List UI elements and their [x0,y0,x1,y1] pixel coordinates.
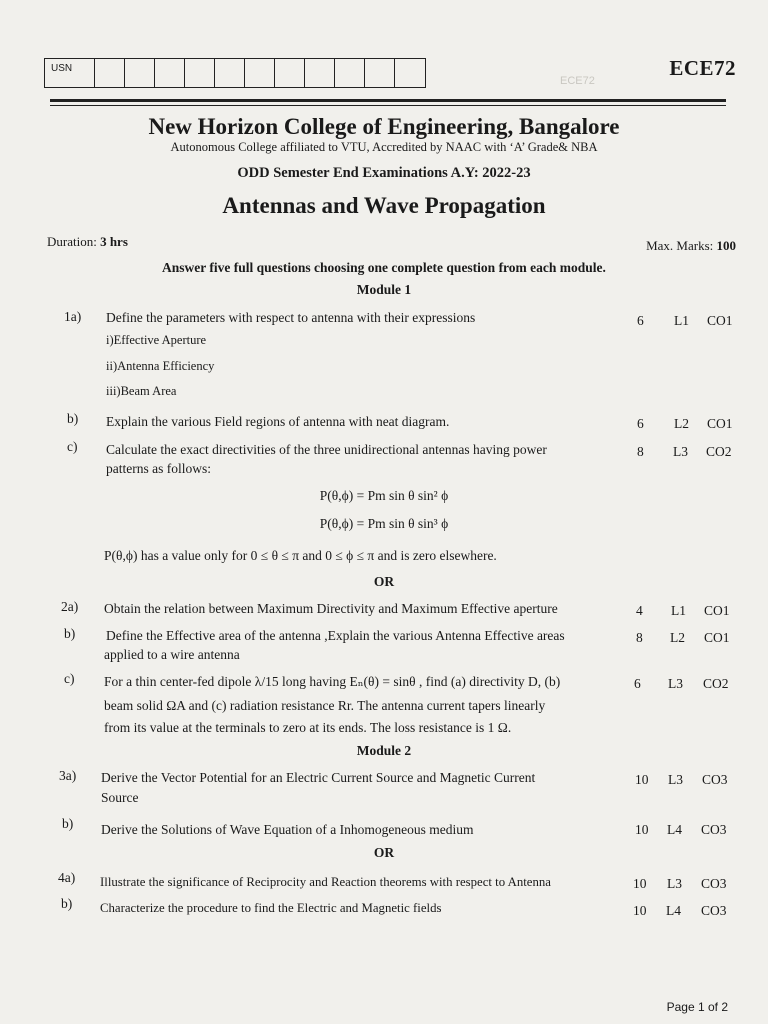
course-outcome: CO3 [701,822,727,837]
sub-item: ii)Antenna Efficiency [106,359,215,373]
usn-cell [335,59,365,87]
usn-cell [275,59,305,87]
course-outcome: CO1 [704,603,730,618]
question-text: Derive the Vector Potential for an Electric Current Source and Magnetic Current [101,770,536,785]
question-text: Define the Effective area of the antenna ,Explain the various Antenna Effective areas [106,628,565,643]
course-outcome: CO1 [704,630,730,645]
bloom-level: L3 [667,876,682,891]
course-outcome: CO1 [707,313,733,328]
equation-1: P(θ,ϕ) = Pm sin θ sin² ϕ [319,488,449,503]
bloom-level: L3 [668,772,683,787]
usn-label: USN [45,59,95,87]
course-outcome: CO3 [701,876,727,891]
exam-title: ODD Semester End Examinations A.Y: 2022-23 [237,165,531,181]
question-marks: 6 [637,313,644,328]
question-marks: 10 [633,903,647,918]
college-name: New Horizon College of Engineering, Bangalore [148,114,620,139]
course-outcome: CO1 [707,416,733,431]
question-marks: 10 [633,876,647,891]
or-divider: OR [373,574,395,589]
bleed-through-text: ECE72 [560,75,595,87]
question-text: For a thin center-fed dipole λ/15 long having Eₙ(θ) = sinθ , find (a) directivity D, (b) [104,674,561,689]
affiliation: Autonomous College affiliated to VTU, Accredited by NAAC with ‘A’ Grade& NBA [170,140,598,154]
marks-value: 100 [716,238,736,253]
usn-cell [245,59,275,87]
question-text: Define the parameters with respect to antenna with their expressions [106,310,476,325]
question-text: Characterize the procedure to find the Electric and Magnetic fields [100,901,442,915]
question-number: c) [67,439,78,454]
bloom-level: L1 [674,313,689,328]
question-note: P(θ,ϕ) has a value only for 0 ≤ θ ≤ π and 0 ≤ ϕ ≤ π and is zero elsewhere. [104,548,497,563]
question-number: 1a) [64,309,82,324]
question-number: 4a) [58,870,76,885]
duration-value: 3 hrs [100,234,128,249]
question-text: Calculate the exact directivities of the three unidirectional antennas having power [106,442,547,457]
question-text: beam solid ΩA and (c) radiation resistance Rr. The antenna current tapers linearly [104,698,546,713]
usn-cell [215,59,245,87]
usn-box [44,58,426,88]
question-marks: 4 [636,603,643,618]
question-number: 3a) [59,768,77,783]
subject-title: Antennas and Wave Propagation [222,193,546,218]
equation-2: P(θ,ϕ) = Pm sin θ sin³ ϕ [319,516,449,531]
question-marks: 6 [634,676,641,691]
question-text: Derive the Solutions of Wave Equation of a Inhomogeneous medium [101,822,474,837]
usn-cell [365,59,395,87]
question-number: 2a) [61,599,79,614]
header-rule-thin [50,105,726,106]
usn-cell [395,59,425,87]
question-number: c) [64,671,75,686]
bloom-level: L4 [667,822,682,837]
module-1-heading: Module 1 [356,282,412,297]
question-text: from its value at the terminals to zero at its ends. The loss resistance is 1 Ω. [104,720,512,735]
usn-cell [305,59,335,87]
question-text: patterns as follows: [106,461,211,476]
header-rule-thick [50,99,726,102]
question-number: b) [62,816,74,831]
bloom-level: L2 [674,416,689,431]
duration [47,234,128,250]
or-divider: OR [373,845,395,860]
question-number: b) [61,896,73,911]
usn-cell [185,59,215,87]
instructions: Answer five full questions choosing one complete question from each module. [162,260,606,275]
page-number: Page 1 of 2 [666,1000,728,1014]
sub-item: i)Effective Aperture [106,333,207,347]
question-number: b) [67,411,79,426]
question-text: Obtain the relation between Maximum Directivity and Maximum Effective aperture [104,601,558,616]
question-marks: 8 [636,630,643,645]
course-outcome: CO2 [706,444,732,459]
question-text: applied to a wire antenna [104,647,240,662]
course-outcome: CO2 [703,676,729,691]
question-marks: 8 [637,444,644,459]
question-marks: 10 [635,822,649,837]
marks-label: Max. Marks: [646,238,714,253]
question-marks: 10 [635,772,649,787]
bloom-level: L4 [666,903,681,918]
question-number: b) [64,626,76,641]
question-marks: 6 [637,416,644,431]
max-marks [646,238,736,254]
bloom-level: L2 [670,630,685,645]
usn-cell [95,59,125,87]
course-outcome: CO3 [701,903,727,918]
sub-item: iii)Beam Area [106,384,177,398]
usn-cell [125,59,155,87]
course-outcome: CO3 [702,772,728,787]
bloom-level: L3 [673,444,688,459]
question-text: Illustrate the significance of Reciprocity and Reaction theorems with respect to Antenna [100,875,551,889]
usn-cell [155,59,185,87]
question-text: Explain the various Field regions of antenna with neat diagram. [106,414,450,429]
bloom-level: L1 [671,603,686,618]
duration-label: Duration: [47,234,97,249]
module-2-heading: Module 2 [356,743,412,758]
question-text: Source [101,790,139,805]
bloom-level: L3 [668,676,683,691]
course-code: ECE72 [669,56,736,80]
